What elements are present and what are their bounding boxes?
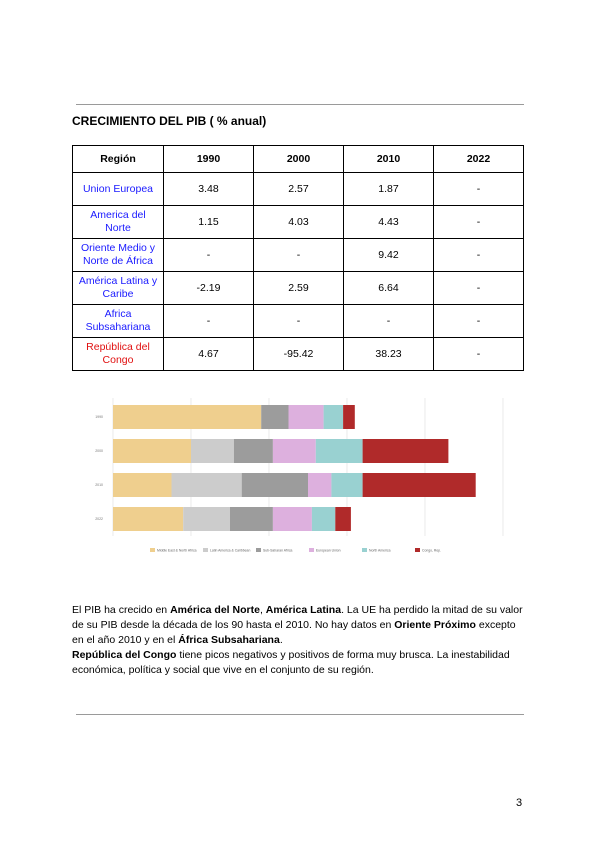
bar-segment xyxy=(230,507,273,531)
para-bold: Oriente Próximo xyxy=(394,619,476,631)
value-2000: -95.42 xyxy=(254,338,344,371)
legend-label: Middle East & North Africa xyxy=(157,548,197,553)
value-2000: 4.03 xyxy=(254,206,344,239)
gdp-growth-table xyxy=(72,145,524,371)
region-link[interactable]: América Latina y Caribe xyxy=(73,272,164,305)
table-row xyxy=(73,305,524,338)
para-text: , xyxy=(259,604,266,616)
value-1990: - xyxy=(164,305,254,338)
bar-segment xyxy=(308,473,331,497)
category-label: 2010 xyxy=(95,483,103,487)
para-bold: África Subsahariana xyxy=(178,634,280,646)
value-2022: - xyxy=(434,173,524,206)
table-header-row xyxy=(73,146,524,173)
bar-segment xyxy=(316,439,363,463)
region-link[interactable]: Oriente Medio y Norte de África xyxy=(73,239,164,272)
value-2000: 2.59 xyxy=(254,272,344,305)
top-divider xyxy=(76,104,524,105)
bar-segment xyxy=(273,439,316,463)
bar-segment xyxy=(191,439,234,463)
legend-swatch xyxy=(415,548,420,552)
legend-label: European Union xyxy=(316,548,341,553)
bottom-divider xyxy=(76,714,524,715)
header-1990: 1990 xyxy=(164,146,254,173)
table-row xyxy=(73,206,524,239)
bar-segment xyxy=(183,507,230,531)
table-row xyxy=(73,272,524,305)
legend-label: North America xyxy=(369,548,391,553)
value-2010: 38.23 xyxy=(344,338,434,371)
legend-label: Congo, Rep. xyxy=(422,548,442,553)
legend-swatch xyxy=(150,548,155,552)
region-link[interactable]: Africa Subsahariana xyxy=(73,305,164,338)
header-2000: 2000 xyxy=(254,146,344,173)
value-2010: 4.43 xyxy=(344,206,434,239)
legend-swatch xyxy=(203,548,208,552)
value-2022: - xyxy=(434,272,524,305)
header-region: Región xyxy=(73,146,164,173)
category-label: 2000 xyxy=(95,449,103,453)
para-text: . La UE ha perdido la mitad de su valor de su PIB desde la década de los 90 hasta el 2010. No hay datos en xyxy=(72,604,523,631)
bar-segment xyxy=(261,405,288,429)
category-label: 1990 xyxy=(95,415,103,419)
value-2000: 2.57 xyxy=(254,173,344,206)
bar-segment xyxy=(113,473,172,497)
chart-source-note xyxy=(80,575,81,580)
bar-segment xyxy=(172,473,242,497)
bar-segment xyxy=(289,405,324,429)
bar-segment xyxy=(363,473,476,497)
value-1990: 1.15 xyxy=(164,206,254,239)
bar-segment xyxy=(113,405,261,429)
header-2010: 2010 xyxy=(344,146,434,173)
table-row xyxy=(73,173,524,206)
value-1990: 3.48 xyxy=(164,173,254,206)
para-bold: América Latina xyxy=(265,604,342,616)
value-1990: 4.67 xyxy=(164,338,254,371)
bar-segment xyxy=(113,507,183,531)
bar-segment xyxy=(363,439,449,463)
para-bold: República del Congo xyxy=(72,649,177,661)
bar-segment xyxy=(273,507,312,531)
para-text: tiene picos negativos y positivos de forma muy brusca. La inestabilidad económica, política y social que vive en el conjunto de su región. xyxy=(72,649,510,676)
legend-label: Latin America & Caribbean xyxy=(210,548,251,553)
legend-swatch xyxy=(362,548,367,552)
value-2010: 1.87 xyxy=(344,173,434,206)
region-link[interactable]: Union Europea xyxy=(73,173,164,206)
value-2022: - xyxy=(434,206,524,239)
table-row xyxy=(73,338,524,371)
section-heading: CRECIMIENTO DEL PIB ( % anual) xyxy=(72,114,267,128)
bar-segment xyxy=(242,473,308,497)
bar-segment xyxy=(331,473,362,497)
value-2010: 9.42 xyxy=(344,239,434,272)
value-2022: - xyxy=(434,239,524,272)
value-2000: - xyxy=(254,239,344,272)
para-bold: América del Norte xyxy=(170,604,260,616)
bar-segment xyxy=(113,439,191,463)
value-2022: - xyxy=(434,305,524,338)
value-2010: 6.64 xyxy=(344,272,434,305)
value-2000: - xyxy=(254,305,344,338)
stacked-bar-chart xyxy=(80,392,520,567)
bar-segment xyxy=(312,507,335,531)
bar-segment xyxy=(335,507,351,531)
table-row xyxy=(73,239,524,272)
value-1990: - xyxy=(164,239,254,272)
para-text: . xyxy=(279,634,283,646)
bar-segment xyxy=(324,405,344,429)
para-text: excepto en el año 2010 y en el xyxy=(72,619,516,646)
region-link[interactable]: America del Norte xyxy=(73,206,164,239)
category-label: 2022 xyxy=(95,517,103,521)
region-link[interactable]: República del Congo xyxy=(73,338,164,371)
bar-segment xyxy=(234,439,273,463)
para-text: El PIB ha crecido en xyxy=(72,604,171,616)
value-2022: - xyxy=(434,338,524,371)
analysis-paragraph xyxy=(72,603,530,678)
bar-segment xyxy=(343,405,355,429)
value-1990: -2.19 xyxy=(164,272,254,305)
header-2022: 2022 xyxy=(434,146,524,173)
value-2010: - xyxy=(344,305,434,338)
page-number: 3 xyxy=(516,797,523,809)
legend-swatch xyxy=(256,548,261,552)
legend-label: Sub-Saharan Africa xyxy=(263,548,293,553)
legend-swatch xyxy=(309,548,314,552)
